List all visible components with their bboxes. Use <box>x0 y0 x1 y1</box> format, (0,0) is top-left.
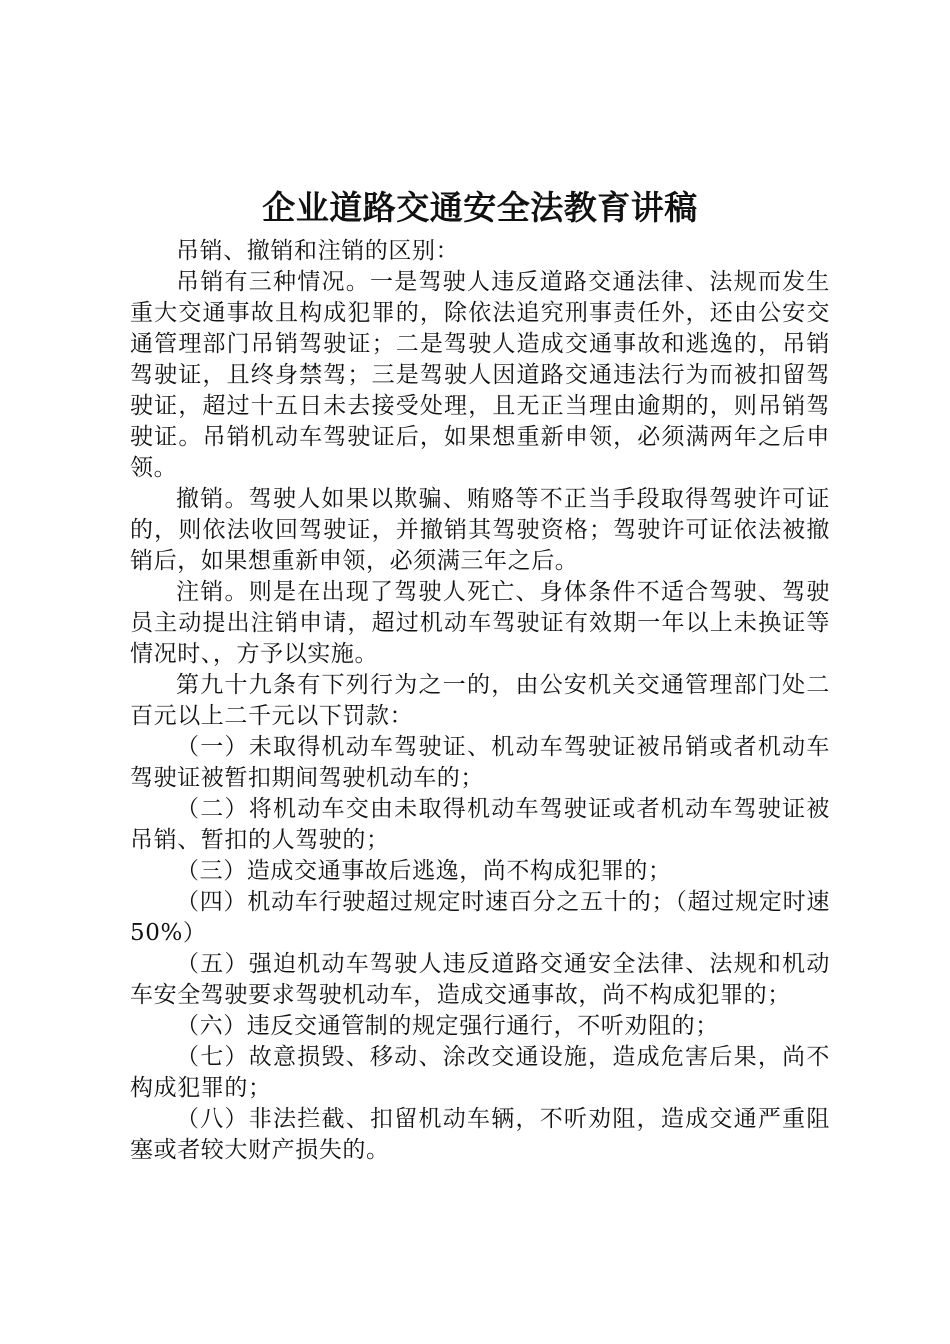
document-title: 企业道路交通安全法教育讲稿 <box>262 188 698 227</box>
paragraph-revocation: 吊销有三种情况。一是驾驶人违反道路交通法律、法规而发生重大交通事故且构成犯罪的，除依法追究刑事责任外，还由公安交通管理部门吊销驾驶证；二是驾驶人造成交通事故和逃逸的，吊销驾驶证，且终身禁驾；三是驾驶人因道路交通违法行为而被扣留驾驶证，超过十五日未去接受处理，且无正当理由逾期的，则吊销驾驶证。吊销机动车驾驶证后，如果想重新申领，必须满两年之后申领。 <box>130 269 830 481</box>
document-body <box>130 186 830 1166</box>
paragraph-deregistration: 注销。则是在出现了驾驶人死亡、身体条件不适合驾驶、驾驶员主动提出注销申请，超过机动车驾驶证有效期一年以上未换证等情况时、，方予以实施。 <box>130 579 830 667</box>
paragraph-item-1: （一）未取得机动车驾驶证、机动车驾驶证被吊销或者机动车驾驶证被暂扣期间驾驶机动车的； <box>130 734 830 791</box>
paragraph-distinction-heading: 吊销、撤销和注销的区别： <box>176 238 460 264</box>
paragraph-item-6: （六）违反交通管制的规定强行通行，不听劝阻的； <box>176 1013 719 1039</box>
paragraph-item-4: （四）机动车行驶超过规定时速百分之五十的；（超过规定时速50%） <box>130 889 830 946</box>
paragraph-item-5: （五）强迫机动车驾驶人违反道路交通安全法律、法规和机动车安全驾驶要求驾驶机动车，造成交通事故，尚不构成犯罪的； <box>130 951 830 1008</box>
paragraph-cancellation: 撤销。驾驶人如果以欺骗、贿赂等不正当手段取得驾驶许可证的，则依法收回驾驶证，并撤销其驾驶资格；驾驶许可证依法被撤销后，如果想重新申领，必须满三年之后。 <box>130 486 830 574</box>
paragraph-item-7: （七）故意损毁、移动、涂改交通设施，造成危害后果，尚不构成犯罪的； <box>130 1044 830 1101</box>
paragraph-article-99: 第九十九条有下列行为之一的，由公安机关交通管理部门处二百元以上二千元以下罚款： <box>130 672 830 729</box>
paragraph-item-2: （二）将机动车交由未取得机动车驾驶证或者机动车驾驶证被吊销、暂扣的人驾驶的； <box>130 796 830 853</box>
paragraph-item-3: （三）造成交通事故后逃逸，尚不构成犯罪的； <box>176 858 672 884</box>
paragraph-item-8: （八）非法拦截、扣留机动车辆，不听劝阻，造成交通严重阻塞或者较大财产损失的。 <box>130 1106 830 1163</box>
